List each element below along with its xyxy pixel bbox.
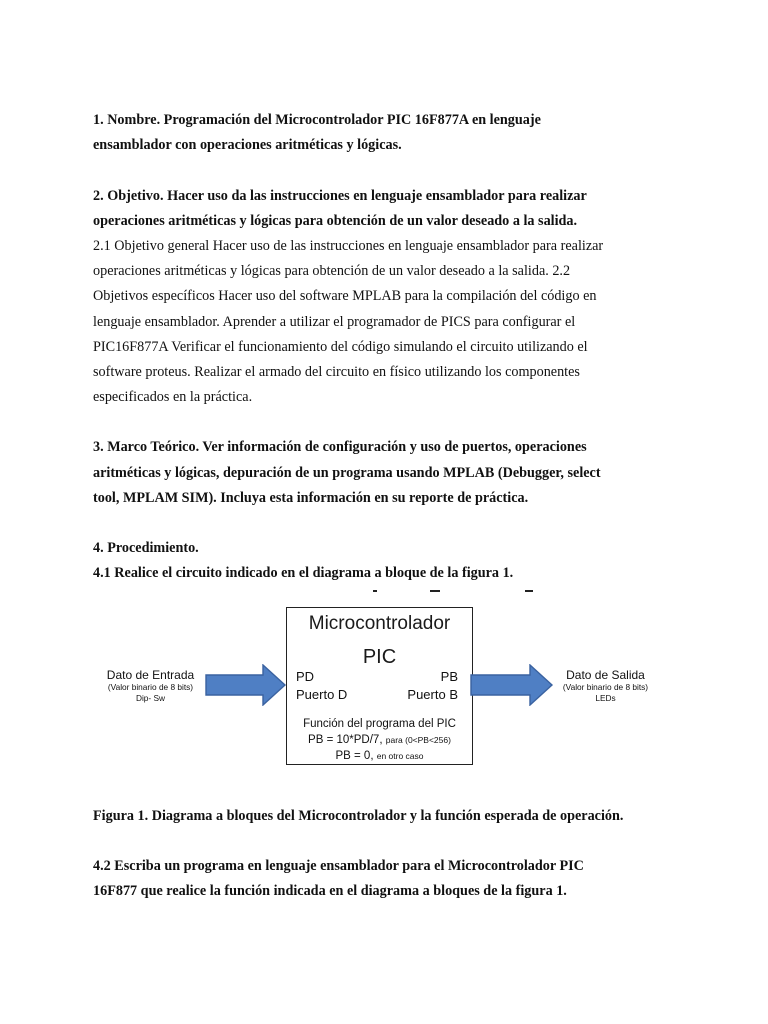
section-3-line-1: 3. Marco Teórico. Ver información de configuración y uso de puertos, operaciones [93, 439, 587, 456]
equation-2-condition: en otro caso [376, 751, 424, 761]
section-4-2-line-1: 4.2 Escriba un programa en lenguaje ensamblador para el Microcontrolador PIC [93, 858, 584, 874]
input-arrow-icon [205, 664, 287, 706]
block-diagram-figure [93, 590, 693, 775]
scan-artifact [430, 590, 440, 592]
section-2-body-line-2: operaciones aritméticas y lógicas para obtención de un valor deseado a la salida. 2.2 [93, 263, 571, 280]
input-label [93, 668, 208, 704]
input-title: Dato de Entrada [106, 668, 195, 682]
equation-1-main: PB = 10*PD/7, [308, 734, 383, 746]
section-4-2 [93, 854, 584, 904]
section-3-line-2: aritméticas y lógicas, depuración de un programa usando MPLAB (Debugger, select [93, 464, 601, 481]
section-1-line-2: ensamblador con operaciones aritméticas y lógicas. [93, 137, 402, 154]
output-device: LEDs [595, 693, 616, 703]
section-2-body-line-4: lenguaje ensamblador. Aprender a utilizar el programador de PICS para configurar el [93, 313, 576, 330]
block-title: Microcontrolador [308, 613, 451, 634]
section-2-body-line-3: Objetivos específicos Hacer uso del software MPLAB para la compilación del código en [93, 288, 597, 305]
section-4-2-line-2: 16F877 que realice la función indicada en el diagrama a bloques de la figura 1. [93, 883, 567, 900]
equation-2-main: PB = 0, [335, 750, 374, 762]
section-2-body-line-5: PIC16F877A Verificar el funcionamiento del código simulando el circuito utilizando el [93, 338, 588, 355]
equation-1-condition: para (0<PB<256) [385, 735, 451, 745]
output-subtitle: (Valor binario de 8 bits) [562, 682, 649, 692]
section-4-1-line: 4.1 Realice el circuito indicado en el diagrama a bloque de la figura 1. [93, 565, 514, 582]
output-label [553, 668, 658, 704]
port-d-label: Puerto D [296, 687, 348, 702]
section-4-heading: 4. Procedimiento. [93, 540, 199, 557]
section-2-heading-line-2: operaciones aritméticas y lógicas para obtención de un valor deseado a la salida. [93, 212, 578, 229]
document-body [93, 108, 683, 587]
function-equation-2 [287, 750, 472, 762]
section-3-line-3: tool, MPLAM SIM). Incluya esta información en su reporte de práctica. [93, 489, 529, 506]
block-pic-label: PIC [362, 646, 397, 668]
section-2-body-line-7: especificados en la práctica. [93, 389, 253, 406]
section-2-heading-line-1: 2. Objetivo. Hacer uso da las instrucciones en lenguaje ensamblador para realizar [93, 187, 587, 204]
section-2-body-line-6: software proteus. Realizar el armado del circuito en físico utilizando los componentes [93, 363, 580, 380]
section-2-body-line-1: 2.1 Objetivo general Hacer uso de las instrucciones en lenguaje ensamblador para realizar [93, 237, 604, 254]
function-equation-1 [287, 734, 472, 746]
input-device: Dip- Sw [135, 693, 166, 703]
scan-artifact [373, 590, 377, 592]
port-pb-label: PB [440, 669, 458, 684]
microcontroller-block [286, 607, 473, 765]
output-arrow-icon [470, 664, 554, 706]
input-subtitle: (Valor binario de 8 bits) [107, 682, 194, 692]
figure-caption: Figura 1. Diagrama a bloques del Microcontrolador y la función esperada de operación. [93, 808, 624, 824]
output-title: Dato de Salida [566, 668, 645, 682]
scan-artifact [525, 590, 533, 592]
port-pd-label: PD [296, 669, 315, 684]
port-b-label: Puerto B [407, 687, 458, 702]
function-title: Función del programa del PIC [303, 718, 456, 730]
section-1-line-1: 1. Nombre. Programación del Microcontrolador PIC 16F877A en lenguaje [93, 112, 541, 128]
